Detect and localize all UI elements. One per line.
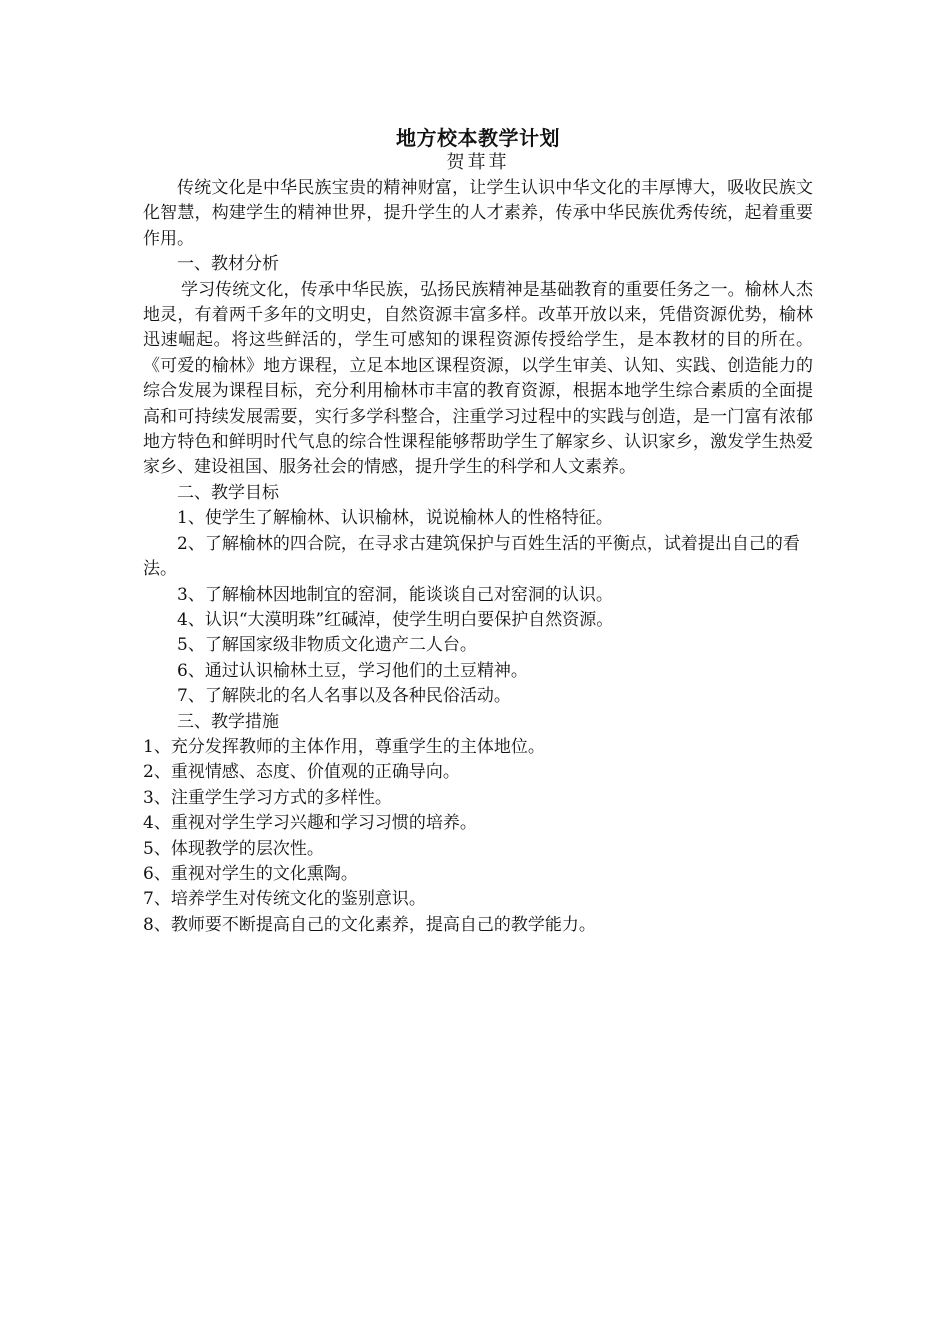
measure-item: 5、体现教学的层次性。: [143, 838, 324, 859]
section-heading-materials: 一、教材分析: [177, 254, 279, 275]
measure-item: 3、注重学生学习方式的多样性。: [143, 787, 392, 808]
measure-item: 8、教师要不断提高自己的文化素养，提高自己的教学能力。: [143, 914, 596, 935]
measure-item: 1、充分发挥教师的主体作用，尊重学生的主体地位。: [143, 736, 545, 757]
goal-item: 2、了解榆林的四合院，在寻求古建筑保护与百姓生活的平衡点，试着提出自己的看法。: [143, 533, 800, 580]
measure-item: 7、培养学生对传统文化的鉴别意识。: [143, 889, 426, 910]
measure-item: 4、重视对学生学习兴趣和学习习惯的培养。: [143, 813, 477, 834]
intro-paragraph: 传统文化是中华民族宝贵的精神财富，让学生认识中华文化的丰厚博大，吸收民族文化智慧，构建学生的精神世界，提升学生的人才素养，传承中华民族优秀传统，起着重要作用。: [143, 178, 813, 249]
goal-item: 5、了解国家级非物质文化遗产二人台。: [177, 635, 477, 656]
document-author: 贺茸茸: [446, 152, 510, 173]
materials-paragraph: 学习传统文化，传承中华民族，弘扬民族精神是基础教育的重要任务之一。榆林人杰地灵，有着两千多年的文明史，自然资源丰富多样。改革开放以来，凭借资源优势，榆林迅速崛起。将这些鲜活的，学生可感知的课程资源传授给学生，是本教材的目的所在。《可爱的榆林》地方课程，立足本地区课程资源，以学生审美、认知、实践、创造能力的综合发展为课程目标，充分利用榆林市丰富的教育资源，根据本地学生综合素质的全面提高和可持续发展需要，实行多学科整合，注重学习过程中的实践与创造，是一门富有浓郁地方特色和鲜明时代气息的综合性课程能够帮助学生了解家乡、认识家乡，激发学生热爱家乡、建设祖国、服务社会的情感，提升学生的科学和人文素养。: [143, 279, 813, 478]
section-heading-goals: 二、教学目标: [177, 482, 279, 503]
goal-item: 7、了解陕北的名人名事以及各种民俗活动。: [177, 686, 511, 707]
goal-item: 4、认识“大漠明珠”红碱淖，使学生明白要保护自然资源。: [177, 609, 614, 630]
document-body: [143, 124, 813, 938]
measure-item: 6、重视对学生的文化熏陶。: [143, 863, 358, 884]
document-title: 地方校本教学计划: [396, 126, 560, 150]
measure-item: 2、重视情感、态度、价值观的正确导向。: [143, 762, 460, 783]
goal-item: 6、通过认识榆林土豆，学习他们的土豆精神。: [177, 660, 528, 681]
goal-item: 1、使学生了解榆林、认识榆林，说说榆林人的性格特征。: [177, 508, 613, 529]
section-heading-measures: 三、教学措施: [177, 711, 279, 732]
goal-item: 3、了解榆林因地制宜的窑洞，能谈谈自己对窑洞的认识。: [177, 584, 613, 605]
